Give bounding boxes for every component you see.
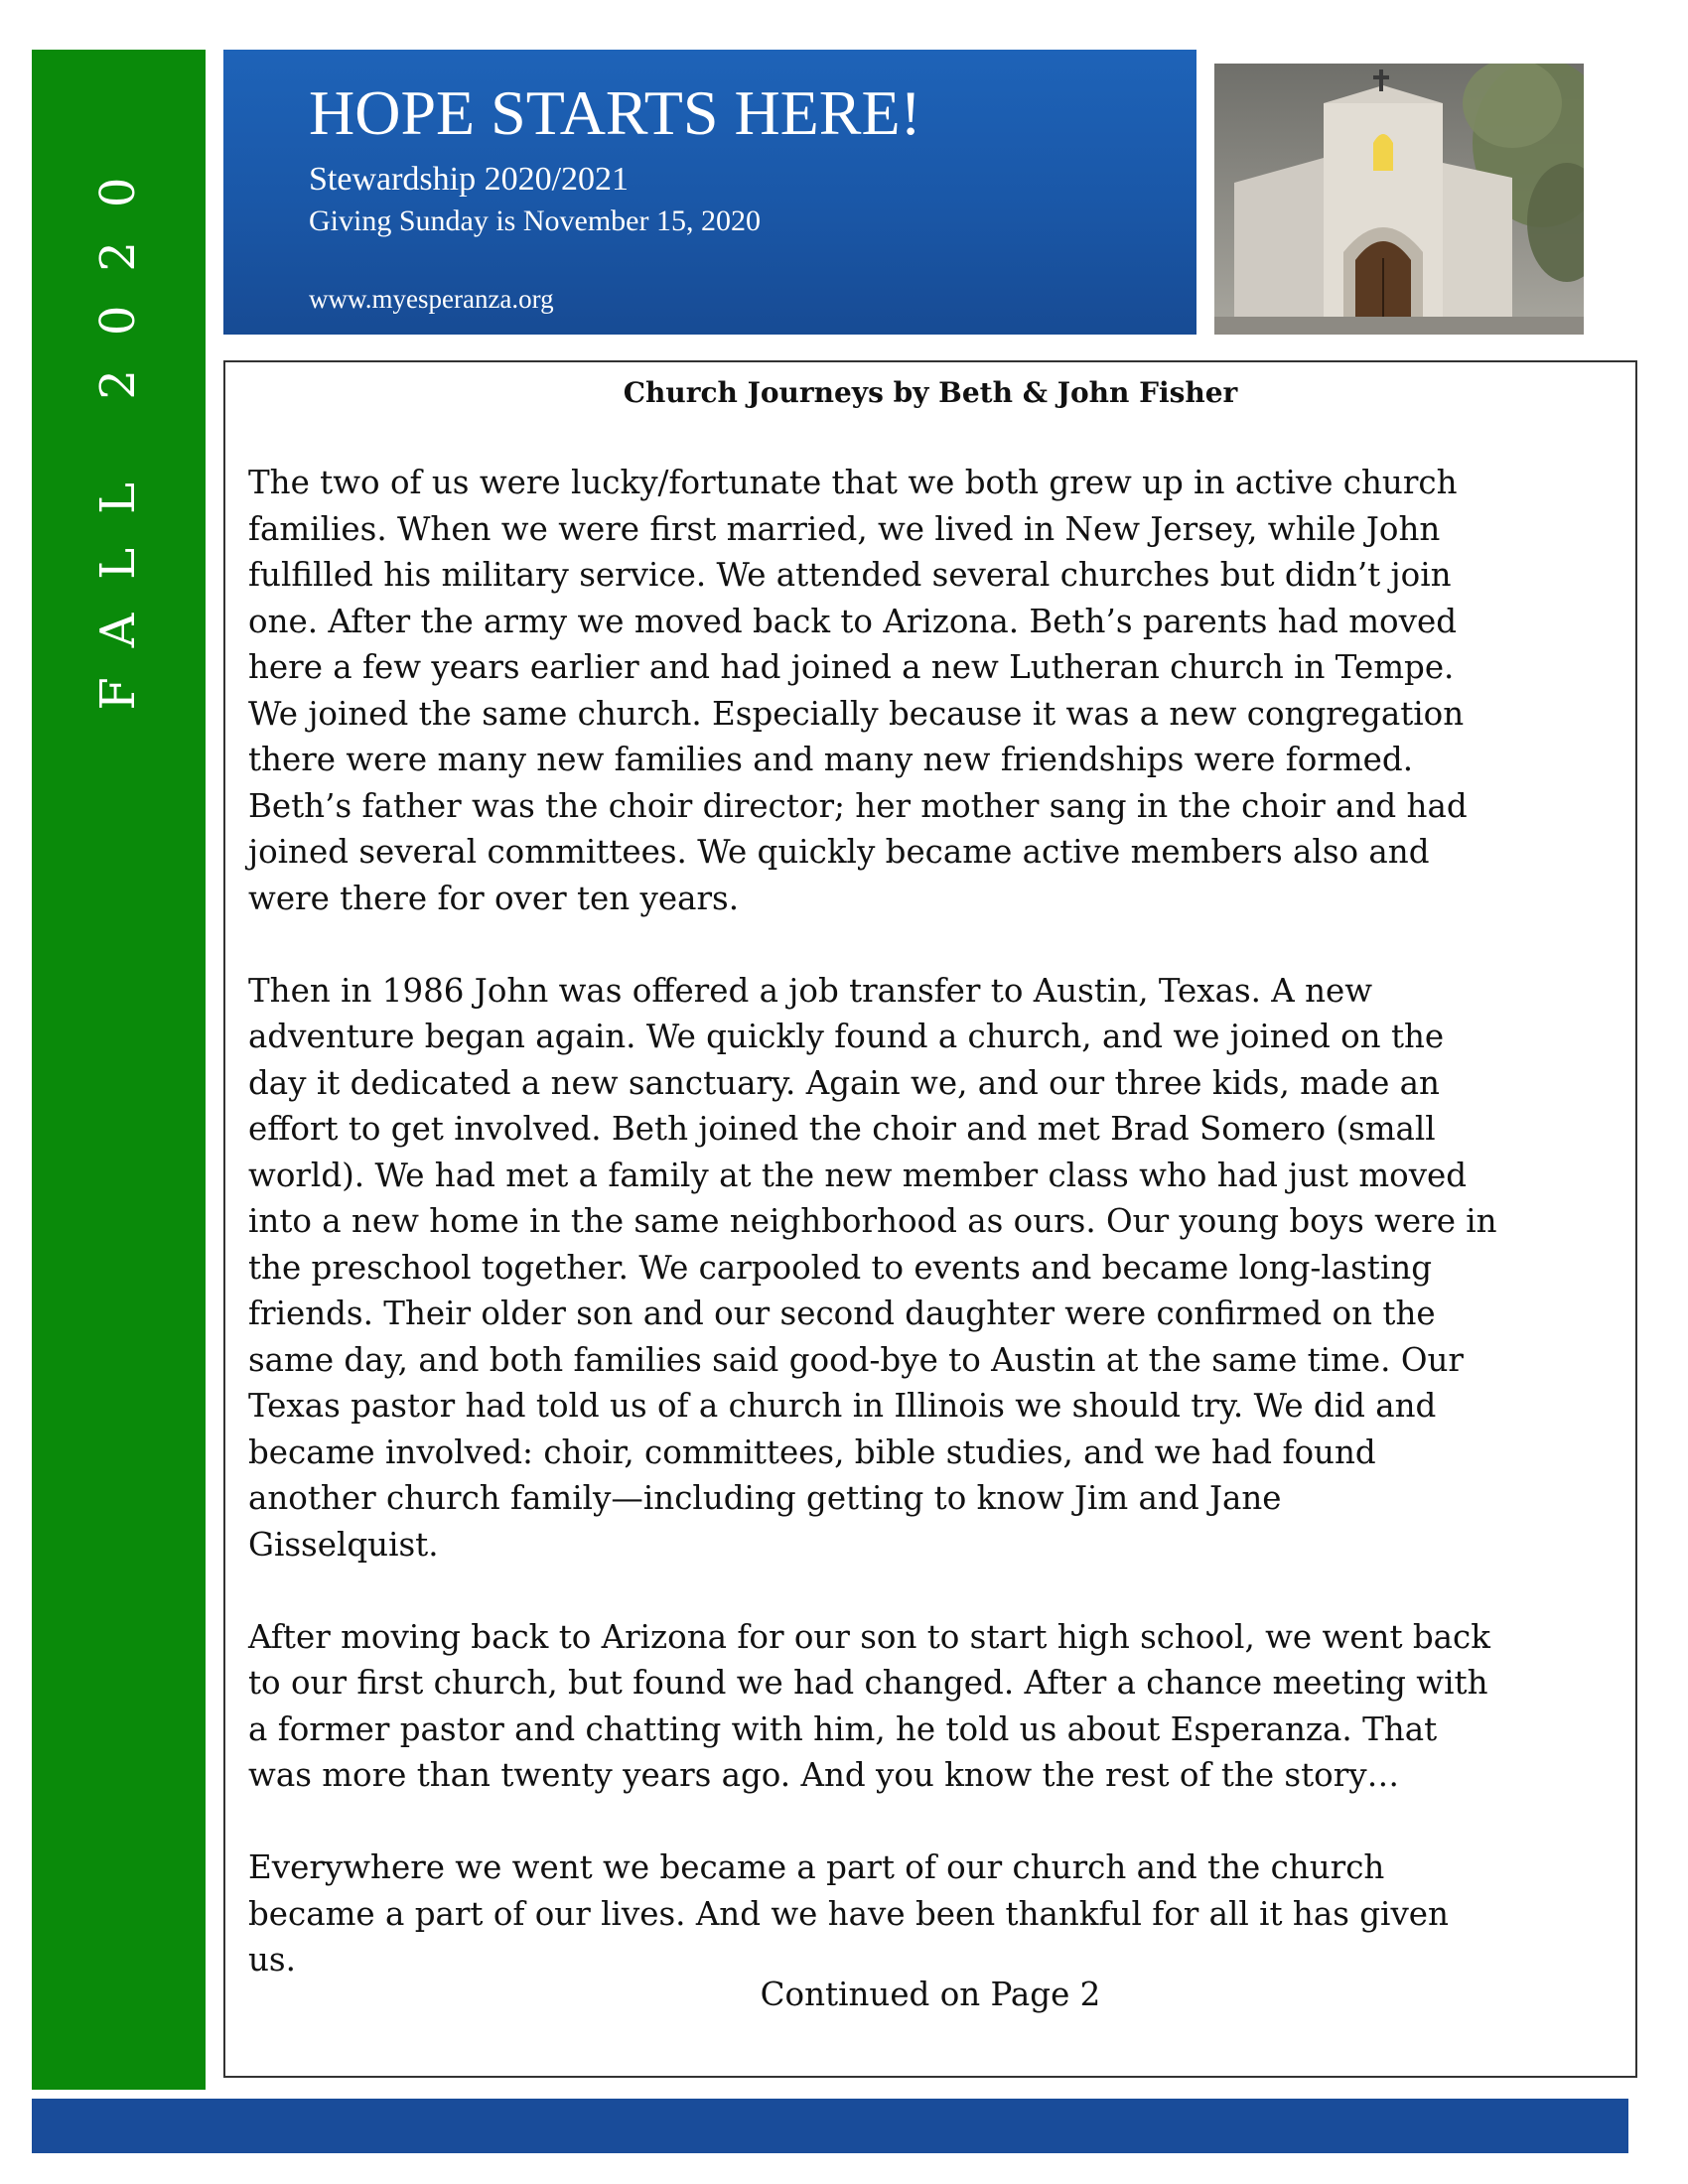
newsletter-subtitle: Stewardship 2020/2021	[309, 161, 630, 198]
continued-note: Continued on Page 2	[760, 1976, 1101, 2013]
season-label-container	[32, 50, 206, 764]
season-label: FALL 2020	[90, 143, 146, 711]
article-body	[248, 460, 1628, 1983]
church-illustration	[1214, 64, 1584, 335]
article-box	[223, 360, 1637, 2078]
season-sidebar	[32, 50, 206, 2090]
article-paragraph: Everywhere we went we became a part of our church and the church became a part of our lives. And we have been thankful for all it has given us.	[248, 1848, 1449, 1979]
website-link[interactable]: www.myesperanza.org	[309, 284, 554, 314]
article-paragraph: The two of us were lucky/fortunate that we both grew up in active church families. When we were first married, we lived in New Jersey, while John fulfilled his military service. We attended several churches but didn’t join one. After the army we moved back to Arizona. Beth’s parents had moved here a few years earlier and had joined a new Lutheran church in Tempe. We joined the same church. Especially because it was a new congregation there were many new families and many new friendships were formed. Beth’s father was the choir director; her mother sang in the choir and had joined several committees. We quickly became active members also and were there for over ten years.	[248, 464, 1468, 917]
footer-bar	[32, 2099, 1628, 2153]
newsletter-title: HOPE STARTS HERE!	[309, 77, 921, 148]
newsletter-header	[223, 50, 1196, 335]
article-title: Church Journeys by Beth & John Fisher	[623, 376, 1238, 409]
giving-sunday-date: Giving Sunday is November 15, 2020	[309, 205, 761, 237]
article-paragraph: Then in 1986 John was offered a job transfer to Austin, Texas. A new adventure began again. We quickly found a church, and we joined on the day it dedicated a new sanctuary. Again we, and our three kids, made an effort to get involved. Beth joined the choir and met Brad Somero (small world). We had met a family at the new member class who had just moved into a new home in the same neighborhood as ours. Our young boys were in the preschool together. We carpooled to events and became long-lasting friends. Their older son and our second daughter were confirmed on the same day, and both families said good-bye to Austin at the same time. Our Texas pastor had told us of a church in Illinois we should try. We did and became involved: choir, committees, bible studies, and we had found another church family—including getting to know Jim and Jane Gisselquist.	[248, 971, 1497, 1564]
church-photo	[1214, 64, 1584, 335]
article-paragraph: After moving back to Arizona for our son to start high school, we went back to our first church, but found we had changed. After a chance meeting with a former pastor and chatting with him, he told us about Esperanza. That was more than twenty years ago. And you know the rest of the story…	[248, 1617, 1490, 1794]
